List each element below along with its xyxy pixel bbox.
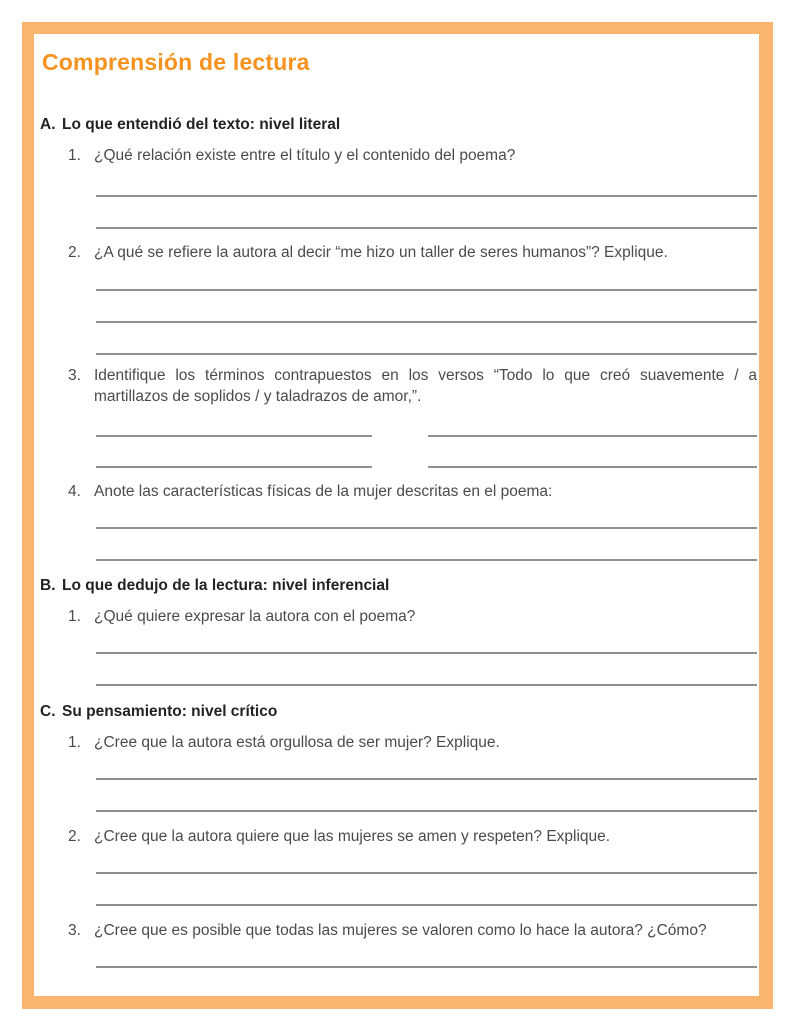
question-b1-text: ¿Qué quiere expresar la autora con el poema? (94, 608, 416, 625)
answer-lines-a1 (96, 165, 757, 229)
answer-line (96, 197, 757, 229)
answer-line (96, 780, 757, 812)
question-c1-number: 1. (68, 734, 81, 751)
answer-lines-c2 (96, 842, 757, 906)
section-c (34, 702, 759, 968)
question-c1 (68, 732, 757, 753)
question-a3-text: Identifique los términos contrapuestos en los versos “Todo lo que creó suavemente / a martillazos de soplidos / y taladrazos de amor,”. (94, 367, 757, 405)
section-c-heading (40, 702, 759, 722)
section-c-title: Su pensamiento: nivel crítico (62, 703, 278, 720)
question-c2-number: 2. (68, 828, 81, 845)
answer-lines-a2 (96, 259, 757, 355)
question-a2-number: 2. (68, 244, 81, 261)
question-a4-number: 4. (68, 483, 81, 500)
page-title: Comprensión de lectura (42, 49, 310, 75)
question-a1-number: 1. (68, 147, 81, 164)
answer-line (96, 165, 757, 197)
question-c1-text: ¿Cree que la autora está orgullosa de ser mujer? Explique. (94, 734, 500, 751)
section-b-heading (40, 576, 759, 596)
section-b-title: Lo que dedujo de la lectura: nivel inferencial (62, 577, 390, 594)
answer-lines-a4 (96, 497, 757, 561)
question-a1 (68, 145, 757, 166)
answer-line (96, 438, 372, 468)
answer-line (428, 438, 757, 468)
answer-line (428, 407, 757, 437)
answer-line (96, 291, 757, 323)
section-a-title: Lo que entendió del texto: nivel literal (62, 116, 341, 133)
answer-lines-a3 (96, 407, 757, 468)
question-a2-text: ¿A qué se refiere la autora al decir “me hizo un taller de seres humanos”? Explique. (94, 244, 668, 261)
question-c3-number: 3. (68, 922, 81, 939)
answer-lines-c1 (96, 748, 757, 812)
answer-lines-b1 (96, 622, 757, 686)
answer-line (96, 259, 757, 291)
question-b1 (68, 606, 757, 627)
question-a1-text: ¿Qué relación existe entre el título y el contenido del poema? (94, 147, 516, 164)
question-b1-number: 1. (68, 608, 81, 625)
question-c3-text: ¿Cree que es posible que todas las mujeres se valoren como lo hace la autora? ¿Cómo? (94, 922, 707, 939)
question-a4 (68, 481, 757, 502)
section-a-letter: A. (40, 116, 56, 133)
section-a (34, 115, 759, 561)
worksheet-content (34, 34, 759, 996)
page-frame (22, 22, 773, 1009)
question-c2-text: ¿Cree que la autora quiere que las mujeres se amen y respeten? Explique. (94, 828, 611, 845)
section-a-heading (40, 115, 759, 135)
answer-line (96, 874, 757, 906)
section-b-letter: B. (40, 577, 56, 594)
question-a3 (68, 365, 757, 407)
answer-line (96, 407, 372, 437)
answer-line (96, 323, 757, 355)
section-b (34, 576, 759, 686)
question-a3-number: 3. (68, 367, 81, 384)
question-a4-text: Anote las características físicas de la mujer descritas en el poema: (94, 483, 553, 500)
question-c3 (68, 920, 757, 941)
answer-line (96, 529, 757, 561)
question-c2 (68, 826, 757, 847)
answer-line (96, 654, 757, 686)
section-c-letter: C. (40, 703, 56, 720)
question-a2 (68, 242, 757, 263)
